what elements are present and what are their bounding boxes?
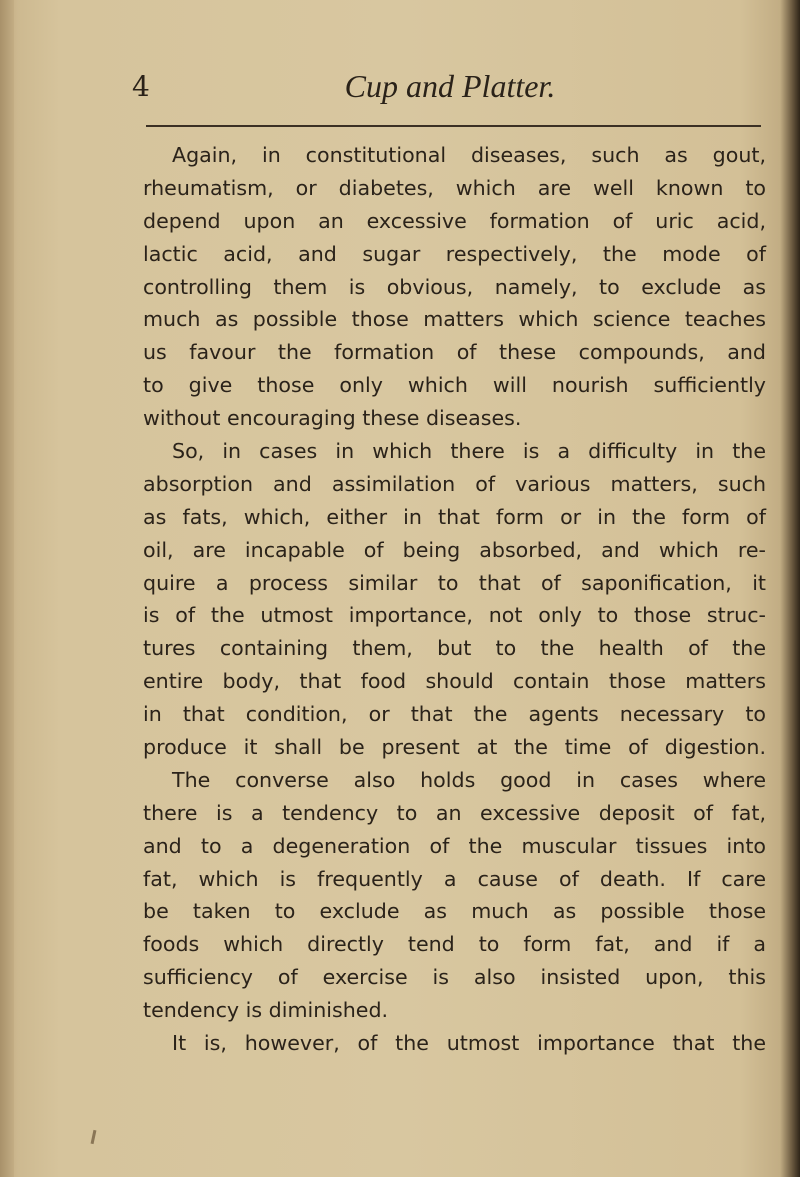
text-line: fat, which is frequently a cause of death. If care bbox=[143, 866, 766, 891]
print-mark bbox=[91, 1130, 97, 1144]
text-line: produce it shall be present at the time of digestion. bbox=[143, 735, 766, 760]
text-line: controlling them is obvious, namely, to exclude as bbox=[143, 274, 766, 299]
text-line: So, in cases in which there is a difficulty in the bbox=[172, 439, 766, 464]
text-line: tures containing them, but to the health of the bbox=[143, 636, 766, 661]
text-line: there is a tendency to an excessive deposit of fat, bbox=[143, 800, 766, 825]
text-line: rheumatism, or diabetes, which are well known to bbox=[143, 175, 766, 200]
page-gutter bbox=[0, 0, 14, 1177]
text-line: depend upon an excessive formation of uric acid, bbox=[143, 208, 766, 233]
text-line: in that condition, or that the agents necessary to bbox=[143, 702, 766, 727]
text-line: without encouraging these diseases. bbox=[143, 406, 522, 431]
body-text bbox=[143, 139, 766, 1060]
text-line: much as possible those matters which science teaches bbox=[143, 307, 766, 332]
text-line: is of the utmost importance, not only to those struc- bbox=[143, 603, 766, 628]
text-line: sufficiency of exercise is also insisted upon, this bbox=[143, 965, 766, 990]
text-line: oil, are incapable of being absorbed, and which re- bbox=[143, 537, 766, 562]
text-line: to give those only which will nourish sufficiently bbox=[143, 373, 766, 398]
text-line: us favour the formation of these compounds, and bbox=[143, 340, 766, 365]
text-line: It is, however, of the utmost importance that the bbox=[172, 1031, 766, 1056]
running-head bbox=[0, 70, 800, 110]
text-line: quire a process similar to that of saponification, it bbox=[143, 570, 766, 595]
text-line: The converse also holds good in cases where bbox=[172, 767, 766, 792]
text-line: entire body, that food should contain those matters bbox=[143, 669, 766, 694]
running-title: Cup and Platter. bbox=[344, 68, 556, 104]
header-rule bbox=[146, 125, 761, 127]
text-line: be taken to exclude as much as possible those bbox=[143, 899, 766, 924]
text-line: as fats, which, either in that form or in the form of bbox=[143, 504, 766, 529]
text-line: foods which directly tend to form fat, and if a bbox=[143, 932, 766, 957]
text-line: tendency is diminished. bbox=[143, 998, 389, 1023]
text-line: Again, in constitutional diseases, such as gout, bbox=[172, 143, 766, 167]
text-line: lactic acid, and sugar respectively, the mode of bbox=[143, 241, 766, 266]
page-number: 4 bbox=[132, 70, 150, 103]
text-line: and to a degeneration of the muscular tissues into bbox=[143, 833, 766, 858]
text-line: absorption and assimilation of various matters, such bbox=[143, 471, 766, 496]
